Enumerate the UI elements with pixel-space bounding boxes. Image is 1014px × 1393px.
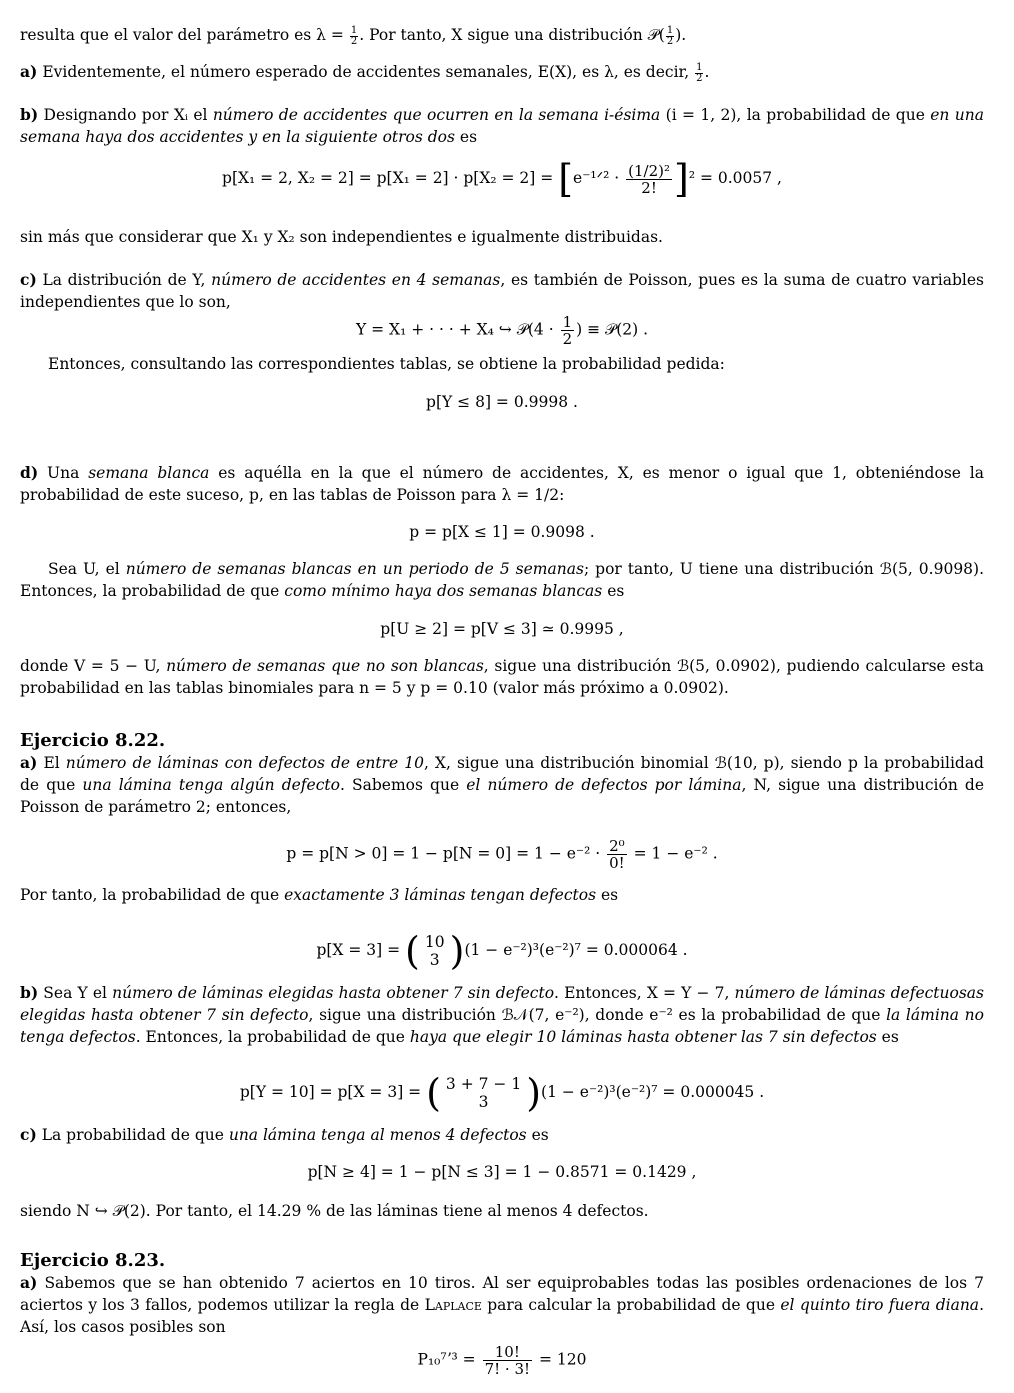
equation-d1: p = p[X ≤ 1] = 0.9098 . (409, 523, 595, 541)
part-a: a) Evidentemente, el número esperado de accidentes semanales, E(X), es λ, es decir, $\frac{1}{2}$ . (20, 61, 710, 84)
part-d-p2: Sea U, el número de semanas blancas en un periodo de 5 semanas; por tanto, U tiene una distribución ℬ(5, 0.9098). Entonces, la probabilidad de que como mínimo haya dos semanas blancas es (20, 560, 985, 600)
exercise-8-22-a: a) El número de láminas con defectos de entre 10, X, sigue una distribución binomial ℬ(10, p), siendo p la probabilidad de que una lámina tenga algún defecto. Sabemos que el número de defectos por lámina, N, sigue una distribución de Poisson de parámetro 2; entonces, (20, 753, 984, 816)
part-b-after: sin más que considerar que X₁ y X₂ son independientes e igualmente distribuidas. (20, 228, 663, 246)
exercise-8-22-c: c) La probabilidad de que una lámina tenga al menos 4 defectos es (20, 1125, 549, 1144)
equation-822-3: p[Y = 10] = p[X = 3] = ( 3 + 7 − 1 3 )(1 − e⁻²)³(e⁻²)⁷ = 0.000045 . (239, 1071, 765, 1115)
heading-exercise-8-23: Ejercicio 8.23. (20, 1250, 166, 1271)
equation-c: Y = X₁ + · · · + X₄ ↪ 𝒫(4 · $\frac{1}{2}$ ) ≡ 𝒫(2) . (355, 313, 649, 348)
equation-d2: p[U ≥ 2] = p[V ≤ 3] ≃ 0.9995 , (380, 620, 624, 638)
equation-822-4: p[N ≥ 4] = 1 − p[N ≤ 3] = 1 − 0.8571 = 0.1429 , (307, 1163, 697, 1181)
part-c-after: Entonces, consultando las correspondientes tablas, se obtiene la probabilidad pedida: (48, 355, 725, 373)
fraction-half: $\frac{1}{2}$ (666, 24, 674, 47)
part-c: c) La distribución de Y, número de accidentes en 4 semanas, es también de Poisson, pues es la suma de cuatro variables independientes que lo son, (20, 270, 985, 311)
exercise-8-22-a-after: Por tanto, la probabilidad de que exactamente 3 láminas tengan defectos es (20, 886, 619, 904)
equation-c2: p[Y ≤ 8] = 0.9998 . (426, 393, 578, 411)
equation-823-1: P₁₀⁷ʼ³ = $\frac{10!}{7! \cdot 3!}$ = 120 (417, 1343, 587, 1378)
equation-822-1: p = p[N > 0] = 1 − p[N = 0] = 1 − e⁻² · $\frac{\text{2⁰}}{0!}$ = 1 − e⁻² . (286, 837, 718, 872)
part-d: d) Una semana blanca es aquélla en la que el número de accidentes, X, es menor o igual que 1, obteniéndose la probabilidad de este suceso, p, en las tablas de Poisson para λ = 1/2: (20, 463, 985, 504)
part-d-p3: donde V = 5 − U, número de semanas que no son blancas, sigue una distribución ℬ(5, 0.0902), pudiendo calcularse esta probabilidad en las tablas binomiales para n = 5 y p = 0.10 (valor más próximo a 0.0902). (20, 657, 985, 697)
fraction-half: $\frac{1}{2}$ (350, 24, 358, 47)
part-b: b) Designando por Xᵢ el número de accidentes que ocurren en la semana i-ésima (i = 1, 2), la probabilidad de que en una semana haya dos accidentes y en la siguiente otros dos es (20, 105, 984, 146)
exercise-8-22-c-after: siendo N ↪ 𝒫(2). Por tanto, el 14.29 % de las láminas tiene al menos 4 defectos. (20, 1202, 649, 1220)
exercise-8-23-a: a) Sabemos que se han obtenido 7 aciertos en 10 tiros. Al ser equiprobables todas las posibles ordenaciones de los 7 aciertos y los 3 fallos, podemos utilizar la regla de Laplace para calcular la probabilidad de que el quinto tiro fuera diana. Así, los casos posibles son (20, 1273, 984, 1336)
exercise-8-22-b: b) Sea Y el número de láminas elegidas hasta obtener 7 sin defecto. Entonces, X = Y − 7, número de láminas defectuosas elegidas hasta obtener 7 sin defecto, sigue una distribución ℬ𝒩(7, e⁻²), donde e⁻² es la probabilidad de que la lámina no tenga defectos. Entonces, la probabilidad de que haya que elegir 10 láminas hasta obtener las 7 sin defectos es (20, 983, 984, 1046)
heading-exercise-8-22: Ejercicio 8.22. (20, 730, 166, 751)
equation-b: p[X₁ = 2, X₂ = 2] = p[X₁ = 2] · p[X₂ = 2] = [e⁻¹ᐟ² · $\frac{\text{(1/2)²}}{2!}$ ]² = 0.0057 , (222, 157, 782, 201)
fraction-half: $\frac{1}{2}$ (696, 61, 703, 84)
intro-line: resulta que el valor del parámetro es λ = $\frac{1}{2}$ . Por tanto, X sigue una distribución 𝒫( $\frac{1}{2}$ ). (20, 24, 687, 47)
equation-822-2: p[X = 3] = ( 10 3 )(1 − e⁻²)³(e⁻²)⁷ = 0.000064 . (316, 929, 688, 973)
